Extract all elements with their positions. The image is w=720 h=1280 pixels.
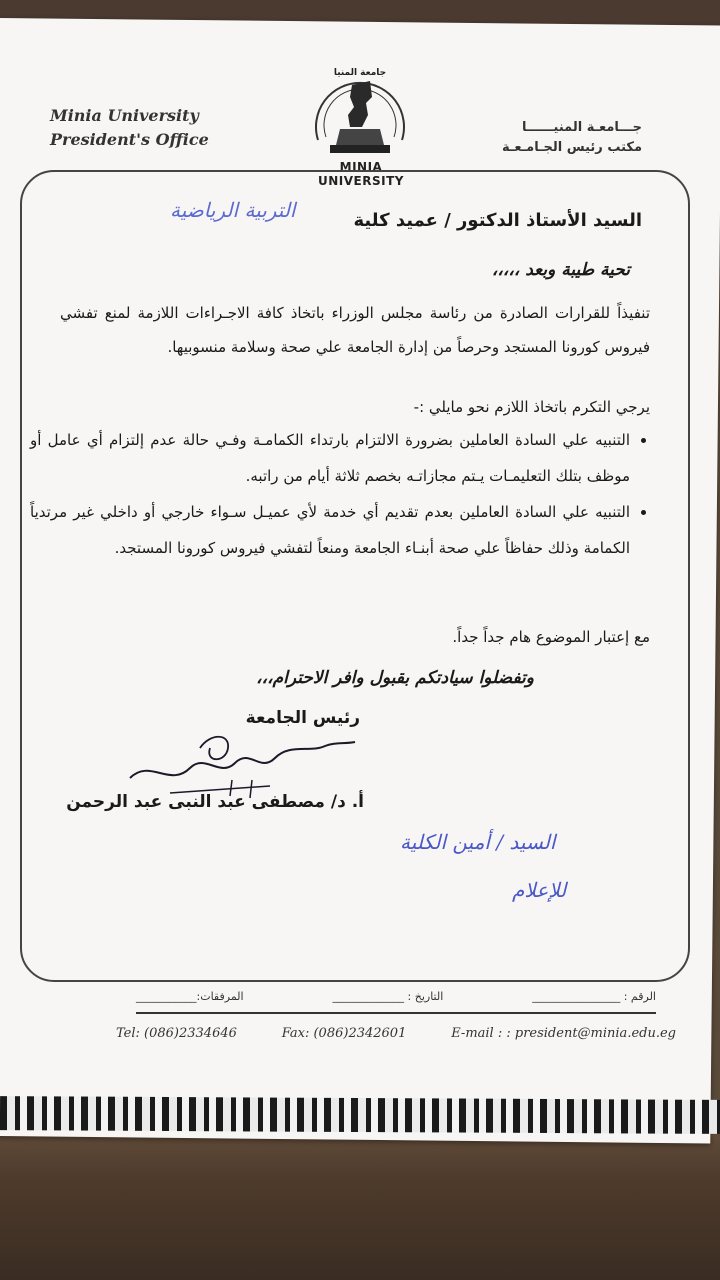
list-item: • التنبيه علي السادة العاملين بعدم تقديم أي خدمة لأي عميـل سـواء خارجي أو داخلي غير مرتدياً الكمامة وذلك حفاظاً علي صحة أبنـاء الجامعة ومنعاً لتفشي فيروس كورونا المستجد. (30, 494, 630, 566)
letter-frame (20, 170, 690, 982)
closing-line: وتفضلوا سيادتكم بقبول وافر الاحترام،،، (256, 668, 534, 688)
paragraph-1: تنفيذاً للقرارات الصادرة من رئاسة مجلس الوزراء باتخاذ كافة الاجـراءات اللازمة لمنع تفشي فيروس كورونا المستجد وحرصاً من إدارة الجامعة علي صحة وسلامة منسوبيها. (60, 304, 650, 356)
handwritten-note-line1: السيد / أمين الكلية (400, 830, 556, 854)
footer-tel: Tel: (086)2334646 (116, 1026, 237, 1041)
president-title: رئيس الجامعة (245, 708, 360, 728)
faculty-handwritten: التربية الرياضية (170, 198, 296, 222)
logo-arc-text: جامعة المنيا (333, 68, 387, 78)
greeting: تحية طيبة وبعد ،،،،، (491, 260, 630, 280)
header-en-office: President's Office (50, 130, 209, 149)
footer-date: التاريخ : _____________ (332, 990, 444, 1003)
footer-contacts (116, 1026, 676, 1041)
header-arabic (502, 118, 642, 158)
request-line: يرجي التكرم باتخاذ اللازم نحو مايلي :- (413, 398, 650, 416)
university-logo-icon (300, 45, 420, 175)
footer-email: E-mail : : president@minia.edu.eg (451, 1026, 676, 1041)
importance-note: مع إعتبار الموضوع هام جداً جداً. (452, 628, 650, 646)
header-ar-university: جـــامعـة المنيــــــا (521, 120, 642, 135)
footer-fields (136, 990, 656, 1003)
list-item: • التنبيه علي السادة العاملين بضرورة الالتزام بارتداء الكمامـة وفـي حالة عدم إلتزام أي عامل أو موظف بتلك التعليمـات يـتم مجازاتـه بخصم ثلاثة أيام من راتبه. (30, 422, 630, 494)
instructions-list (30, 422, 654, 566)
footer-fax: Fax: (086)2342601 (281, 1026, 407, 1041)
header-en-university: Minia University (50, 106, 199, 125)
footer-number: الرقم : ________________ (532, 990, 656, 1003)
footer-divider (136, 1012, 656, 1014)
header-ar-office: مكتب رئيس الجـامـعـة (502, 140, 642, 155)
printed-edge-strip (0, 1096, 720, 1134)
president-name: أ. د/ مصطفى عبد النبى عبد الرحمن (66, 792, 364, 812)
footer-attachments: المرفقات:___________ (136, 990, 244, 1003)
handwritten-note-line2: للإعلام (512, 878, 567, 902)
salutation: السيد الأستاذ الدكتور / عميد كلية (353, 210, 642, 231)
logo-name: MINIA UNIVERSITY (318, 160, 404, 188)
header-english (50, 104, 209, 152)
